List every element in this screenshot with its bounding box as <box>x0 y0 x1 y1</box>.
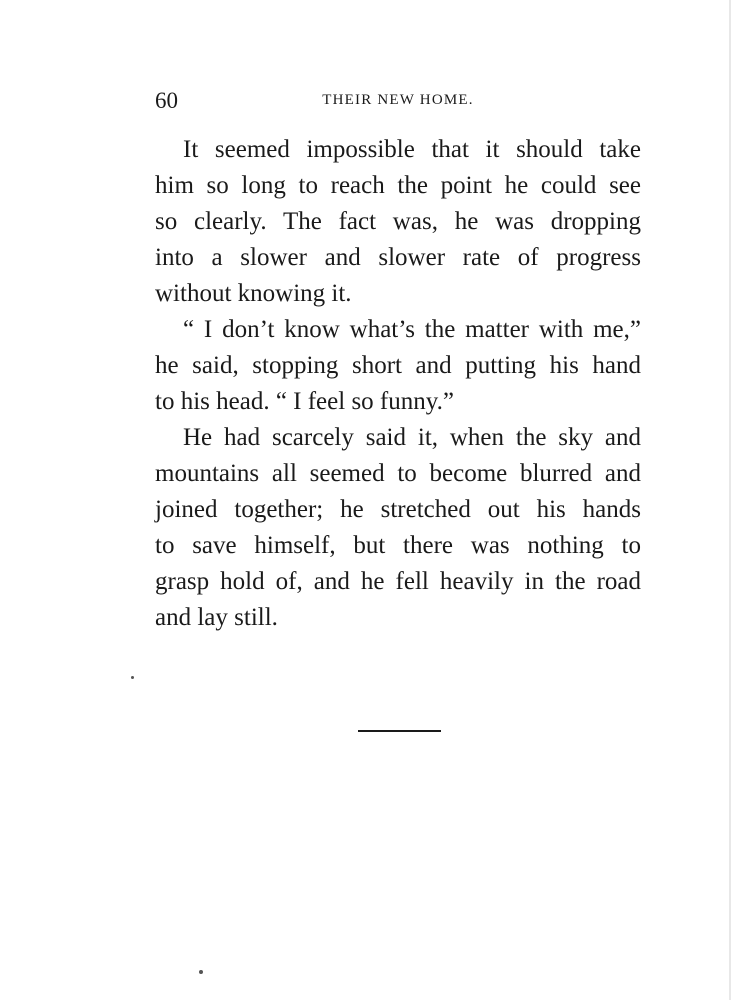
text-line: grasp hold of, and he fell heavily in the road <box>155 568 641 595</box>
body-text <box>155 132 641 636</box>
text-line: him so long to reach the point he could see <box>155 172 641 199</box>
page-number: 60 <box>155 88 178 113</box>
text-line: He had scarcely said it, when the sky and <box>183 424 641 451</box>
page-header <box>155 88 641 118</box>
text-line: “ I don’t know what’s the matter with me,” <box>183 316 641 343</box>
text-line: to save himself, but there was nothing to <box>155 532 641 559</box>
running-head: THEIR NEW HOME. <box>322 92 474 108</box>
text-line: and lay still. <box>155 604 278 631</box>
text-line: mountains all seemed to become blurred and <box>155 460 641 487</box>
text-line: without knowing it. <box>155 280 352 307</box>
text-line: he said, stopping short and putting his hand <box>155 352 641 379</box>
text-line: into a slower and slower rate of progress <box>155 244 641 271</box>
paper-speck <box>199 970 203 974</box>
text-line: It seemed impossible that it should take <box>183 136 641 163</box>
text-line: to his head. “ I feel so funny.” <box>155 388 454 415</box>
text-line: so clearly. The fact was, he was dropping <box>155 208 641 235</box>
section-end-rule <box>358 730 441 732</box>
paper-speck <box>131 676 134 679</box>
text-line: joined together; he stretched out his hands <box>155 496 641 523</box>
